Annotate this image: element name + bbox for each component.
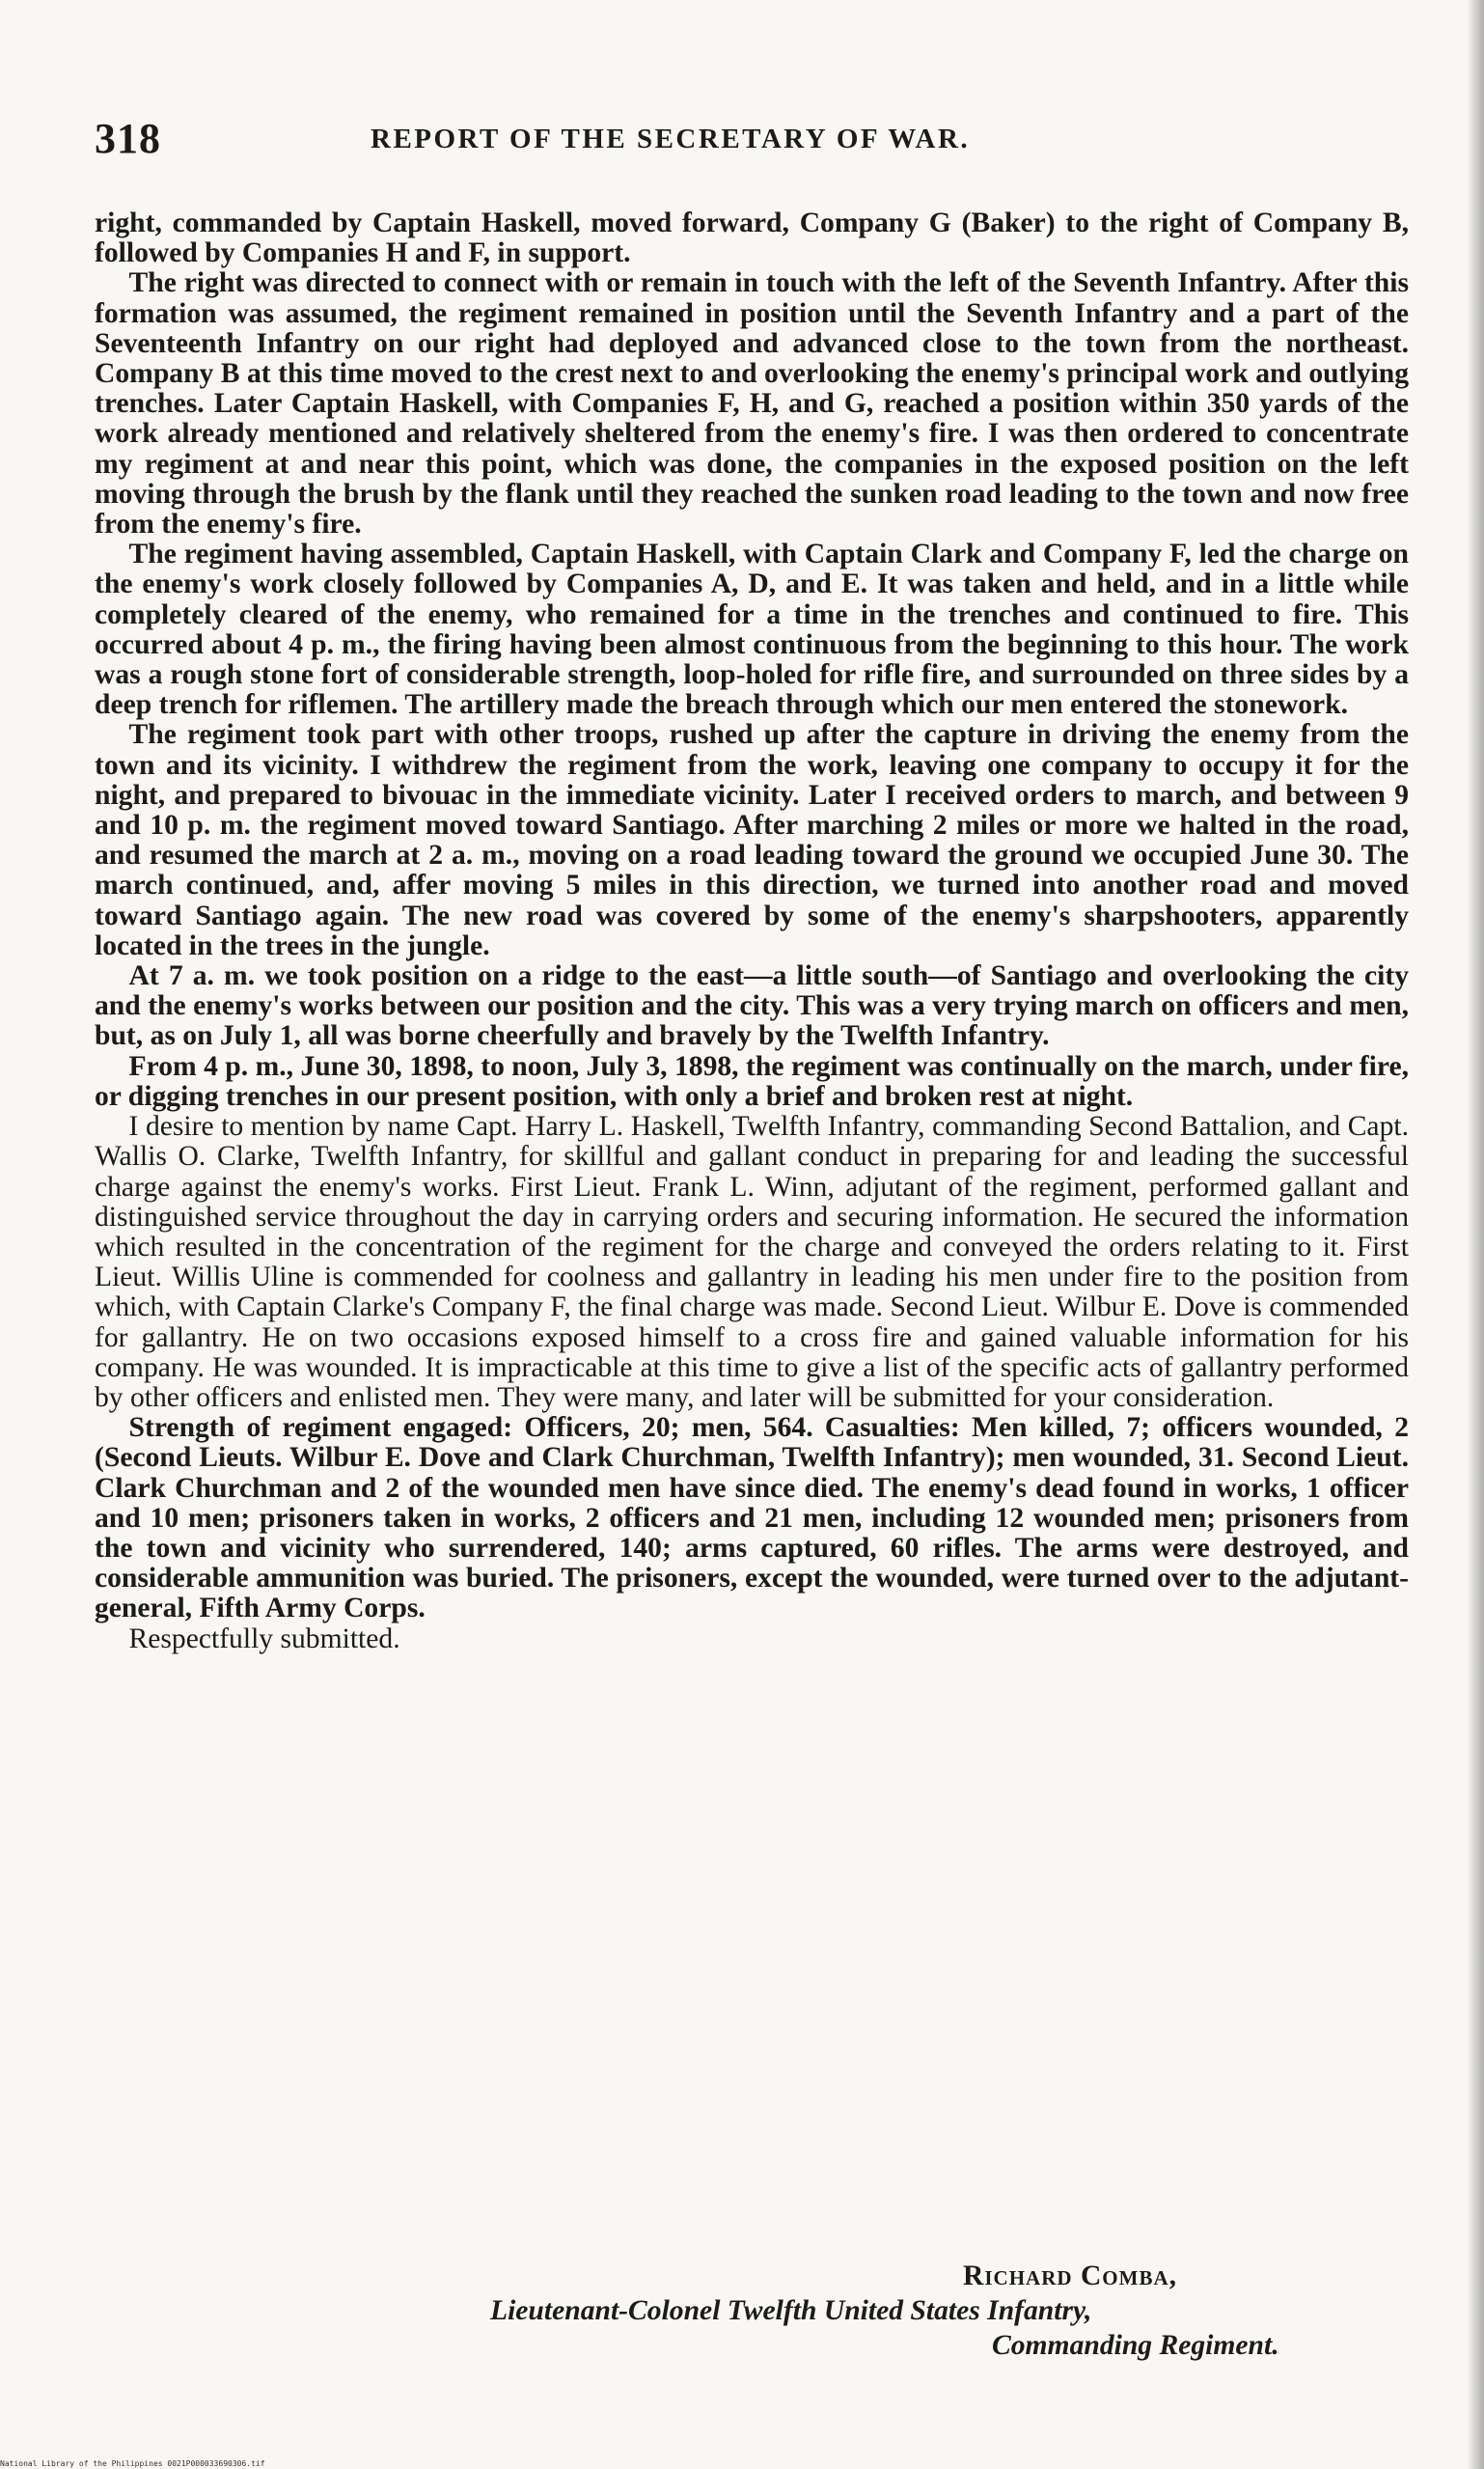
paragraph: The right was directed to connect with or remain in touch with the left of the Seventh Infantry. After this formation was assumed, the regiment remained in position until the Seventh Infantry and a part of the Seventeenth Infantry on our right had deployed and advanced close to the town from the northeast. Company B at this time moved to the crest next to and overlooking the enemy's principal work and outlying trenches. Later Captain Haskell, with Companies F, H, and G, reached a position within 350 yards of the work already mentioned and relatively sheltered from the enemy's fire. I was then ordered to concentrate my regiment at and near this point, which was done, the companies in the exposed position on the left moving through the brush by the flank until they reached the sunken road leading to the town and now free from the enemy's fire. (95, 267, 1409, 541)
signatory-title: Lieutenant-Colonel Twelfth United States Infantry, (490, 2295, 1092, 2326)
report-body (95, 208, 1409, 1654)
paragraph: From 4 p. m., June 30, 1898, to noon, July 3, 1898, the regiment was continually on the march, under fire, or digging trenches in our present position, with only a brief and broken rest at night. (95, 1050, 1409, 1112)
signatory-name: Richard Comba, (963, 2261, 1178, 2291)
paragraph: Strength of regiment engaged: Officers, 20; men, 564. Casualties: Men killed, 7; officers wounded, 2 (Second Lieuts. Wilbur E. Dove and Clark Churchman, Twelfth Infantry); men wounded, 31. Second Lieut. Clark Churchman and 2 of the wounded men have since died. The enemy's dead found in works, 1 officer and 10 men; prisoners taken in works, 2 officers and 21 men, including 12 wounded men; prisoners from the town and vicinity who surrendered, 140; arms captured, 60 rifles. The arms were destroyed, and considerable ammunition was buried. The prisoners, except the wounded, were turned over to the adjutant-general, Fifth Army Corps. (95, 1412, 1409, 1624)
page-number: 318 (95, 115, 161, 162)
scan-footer-stamp: National Library of the Philippines 0021P000033690306.tif (0, 2459, 265, 2468)
page-edge-shadow (1467, 0, 1484, 2469)
page-header (95, 114, 1407, 172)
paragraph: The regiment took part with other troops, rushed up after the capture in driving the enemy from the town and its vicinity. I withdrew the regiment from the work, leaving one company to occupy it for the night, and prepared to bivouac in the immediate vicinity. Later I received orders to march, and between 9 and 10 p. m. the regiment moved toward Santiago. After marching 2 miles or more we halted in the road, and resumed the march at 2 a. m., moving on a road leading toward the ground we occupied June 30. The march continued, and, affer moving 5 miles in this direction, we turned into another road and moved toward Santiago again. The new road was covered by some of the enemy's sharpshooters, apparently located in the trees in the jungle. (95, 719, 1409, 961)
paragraph: I desire to mention by name Capt. Harry L. Haskell, Twelfth Infantry, commanding Second Battalion, and Capt. Wallis O. Clarke, Twelfth Infantry, for skillful and gallant conduct in preparing for and leading the successful charge against the enemy's works. First Lieut. Frank L. Winn, adjutant of the regiment, performed gallant and distinguished service throughout the day in carrying orders and securing information. He secured the information which resulted in the concentration of the regiment for the charge and conveyed the orders relating to it. First Lieut. Willis Uline is commended for coolness and gallantry in leading his men under fire to the position from which, with Captain Clarke's Company F, the final charge was made. Second Lieut. Wilbur E. Dove is commended for gallantry. He on two occasions exposed himself to a cross fire and gained valuable information for his company. He was wounded. It is impracticable at this time to give a list of the specific acts of gallantry performed by other officers and enlisted men. They were many, and later will be submitted for your consideration. (95, 1111, 1409, 1413)
closing-line: Respectfully submitted. (128, 1623, 400, 1654)
paragraph: At 7 a. m. we took position on a ridge to the east—a little south—of Santiago and overlooking the city and the enemy's works between our position and the city. This was a very trying march on officers and men, but, as on July 1, all was borne cheerfully and bravely by the Twelfth Infantry. (95, 960, 1409, 1052)
paragraph: right, commanded by Captain Haskell, moved forward, Company G (Baker) to the right of Company B, followed by Companies H and F, in support. (95, 208, 1409, 269)
signatory-role: Commanding Regiment. (992, 2330, 1279, 2361)
running-title: REPORT OF THE SECRETARY OF WAR. (371, 124, 971, 154)
paragraph: The regiment having assembled, Captain Haskell, with Captain Clark and Company F, led the charge on the enemy's work closely followed by Companies A, D, and E. It was taken and held, and in a little while completely cleared of the enemy, who remained for a time in the trenches and continued to fire. This occurred about 4 p. m., the firing having been almost continuous from the beginning to this hour. The work was a rough stone fort of considerable strength, loop-holed for rifle fire, and surrounded on three sides by a deep trench for riflemen. The artillery made the breach through which our men entered the stonework. (95, 539, 1409, 721)
